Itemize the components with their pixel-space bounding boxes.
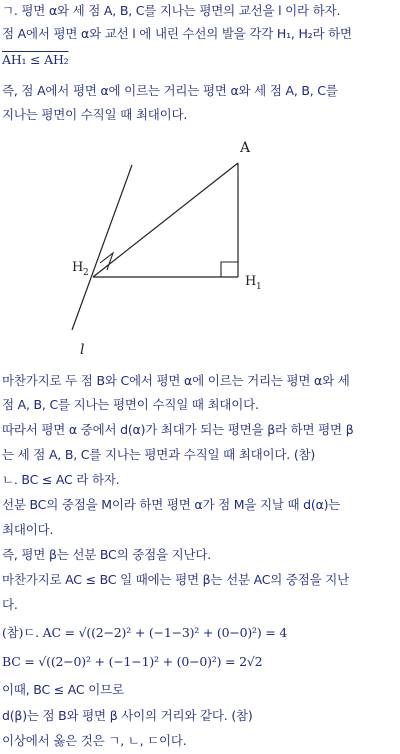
text-line-18: 이때, BC ≤ AC 이므로	[2, 682, 124, 697]
text-line-4: 즉, 점 A에서 평면 α에 이르는 거리는 평면 α와 세 점 A, B, C를	[2, 83, 338, 98]
text-line-7: 점 A, B, C를 지나는 평면이 수직일 때 최대이다.	[2, 397, 259, 412]
text-line-20: 이상에서 옳은 것은 ㄱ, ㄴ, ㄷ이다.	[2, 733, 187, 748]
text-line-14: 마찬가지로 AC ≤ BC 일 때에는 평면 β는 선분 AC의 중점을 지난	[2, 572, 350, 587]
text-line-12: 최대이다.	[2, 522, 54, 537]
label-H2: H	[72, 260, 84, 275]
label-l: l	[80, 342, 85, 358]
geometry-figure	[0, 130, 400, 370]
inequality-ah1-ah2: AH₁ ≤ AH₂	[2, 52, 69, 67]
text-line-9: 는 세 점 A, B, C를 지나는 평면과 수직일 때 최대이다. (참)	[2, 447, 316, 462]
text-line-8: 따라서 평면 α 중에서 d(α)가 최대가 되는 평면을 β라 하면 평면 β	[2, 422, 354, 437]
label-A: A	[240, 140, 251, 156]
label-H1: H	[245, 274, 257, 289]
segment-AH2	[93, 163, 238, 277]
text-line-11: 선분 BC의 중점을 M이라 하면 평면 α가 점 M을 지날 때 d(α)는	[2, 497, 341, 512]
line-l	[72, 165, 132, 330]
label-H2-sub: 2	[83, 268, 89, 278]
text-line-13: 즉, 평면 β는 선분 BC의 중점을 지난다.	[2, 547, 212, 562]
text-line-1: ㄱ. 평면 α와 세 점 A, B, C를 지나는 평면의 교선을 l 이라 하자.	[2, 3, 341, 18]
text-line-5: 지나는 평면이 수직일 때 최대이다.	[2, 107, 188, 122]
text-line-6: 마찬가지로 두 점 B와 C에서 평면 α에 이르는 거리는 평면 α와 세	[2, 373, 350, 388]
label-H1-sub: 1	[256, 282, 262, 292]
right-angle-mark-H2	[100, 253, 113, 270]
text-line-19: d(β)는 점 B와 평면 β 사이의 거리와 같다. (참)	[2, 708, 253, 723]
equation-bc: BC = √((2−0)² + (−1−1)² + (0−0)²) = 2√2	[2, 654, 263, 669]
equation-ac: (참)ㄷ. AC = √((2−2)² + (−1−3)² + (0−0)²) = 4	[2, 625, 288, 640]
text-line-2: 점 A에서 평면 α와 교선 l 에 내린 수선의 발을 각각 H₁, H₂라 하면	[2, 26, 352, 41]
text-line-10: ㄴ. BC ≤ AC 라 하자.	[2, 472, 120, 487]
right-angle-mark-H1	[221, 262, 238, 277]
text-line-15: 다.	[2, 597, 18, 612]
